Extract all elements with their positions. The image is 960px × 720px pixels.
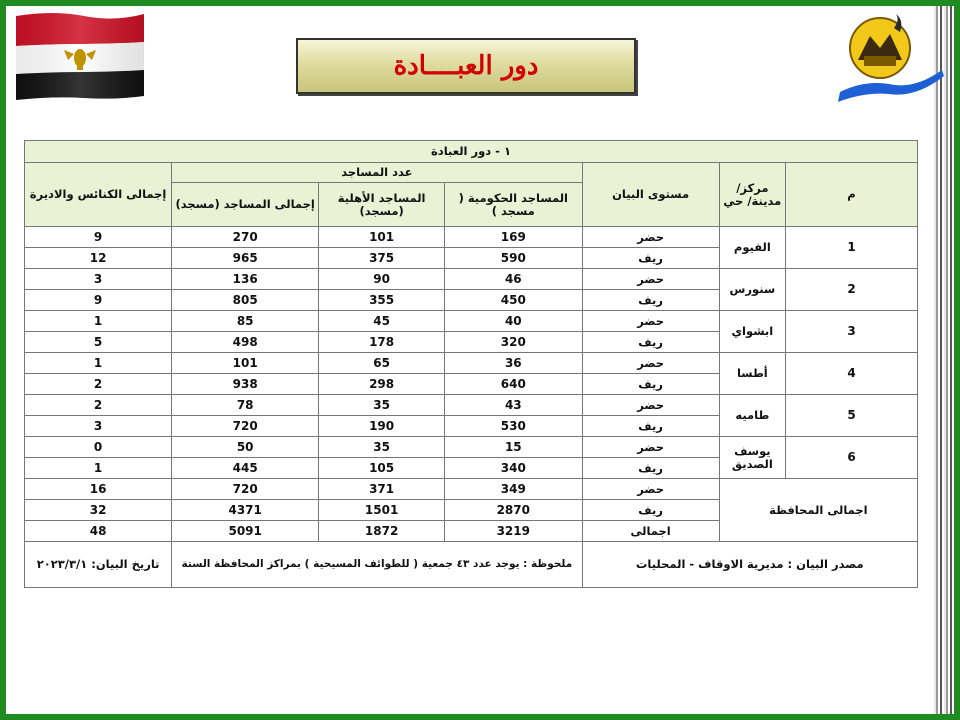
district-name: يوسف الصديق bbox=[719, 437, 785, 479]
gov-mosques-cell: 349 bbox=[445, 479, 582, 500]
level-cell: ريف bbox=[582, 458, 719, 479]
level-cell: حضر bbox=[582, 269, 719, 290]
level-cell: ريف bbox=[582, 332, 719, 353]
header-m: م bbox=[786, 163, 918, 227]
header-total-mosques: إجمالى المساجد (مسجد) bbox=[172, 183, 319, 227]
total-mosques-cell: 445 bbox=[172, 458, 319, 479]
district-number: 3 bbox=[786, 311, 918, 353]
gov-mosques-cell: 530 bbox=[445, 416, 582, 437]
gov-mosques-cell: 3219 bbox=[445, 521, 582, 542]
gov-mosques-cell: 2870 bbox=[445, 500, 582, 521]
gov-mosques-cell: 340 bbox=[445, 458, 582, 479]
civil-mosques-cell: 190 bbox=[319, 416, 445, 437]
page-title: دور العبــــادة bbox=[393, 51, 539, 81]
data-date: تاريخ البيان: ٢٠٢٣/٣/١ bbox=[25, 542, 172, 588]
civil-mosques-cell: 90 bbox=[319, 269, 445, 290]
district-number: 6 bbox=[786, 437, 918, 479]
district-number: 5 bbox=[786, 395, 918, 437]
civil-mosques-cell: 1872 bbox=[319, 521, 445, 542]
churches-cell: 2 bbox=[25, 374, 172, 395]
total-mosques-cell: 965 bbox=[172, 248, 319, 269]
level-cell: ريف bbox=[582, 290, 719, 311]
level-cell: حضر bbox=[582, 395, 719, 416]
total-mosques-cell: 720 bbox=[172, 479, 319, 500]
fayoum-governorate-logo bbox=[834, 10, 946, 105]
gov-mosques-cell: 169 bbox=[445, 227, 582, 248]
gov-mosques-cell: 40 bbox=[445, 311, 582, 332]
civil-mosques-cell: 1501 bbox=[319, 500, 445, 521]
total-mosques-cell: 101 bbox=[172, 353, 319, 374]
total-mosques-cell: 4371 bbox=[172, 500, 319, 521]
district-name: ابشواي bbox=[719, 311, 785, 353]
churches-cell: 2 bbox=[25, 395, 172, 416]
district-number: 4 bbox=[786, 353, 918, 395]
total-mosques-cell: 85 bbox=[172, 311, 319, 332]
data-source: مصدر البيان : مديرية الاوقاف - المحليات bbox=[582, 542, 917, 588]
civil-mosques-cell: 101 bbox=[319, 227, 445, 248]
churches-cell: 32 bbox=[25, 500, 172, 521]
district-number: 2 bbox=[786, 269, 918, 311]
churches-cell: 3 bbox=[25, 269, 172, 290]
district-number: 1 bbox=[786, 227, 918, 269]
civil-mosques-cell: 355 bbox=[319, 290, 445, 311]
level-cell: حضر bbox=[582, 479, 719, 500]
civil-mosques-cell: 375 bbox=[319, 248, 445, 269]
churches-cell: 5 bbox=[25, 332, 172, 353]
civil-mosques-cell: 178 bbox=[319, 332, 445, 353]
header-churches: إجمالى الكنائس والاديرة bbox=[25, 163, 172, 227]
district-name: طاميه bbox=[719, 395, 785, 437]
gov-mosques-cell: 640 bbox=[445, 374, 582, 395]
data-note: ملحوظة : يوجد عدد ٤٣ جمعية ( للطوائف المسيحية ) بمراكز المحافظة الستة bbox=[172, 542, 582, 588]
total-mosques-cell: 270 bbox=[172, 227, 319, 248]
total-mosques-cell: 498 bbox=[172, 332, 319, 353]
header-row-1 bbox=[25, 163, 918, 183]
level-cell: ريف bbox=[582, 374, 719, 395]
civil-mosques-cell: 45 bbox=[319, 311, 445, 332]
level-cell: حضر bbox=[582, 227, 719, 248]
churches-cell: 9 bbox=[25, 227, 172, 248]
churches-cell: 0 bbox=[25, 437, 172, 458]
churches-cell: 48 bbox=[25, 521, 172, 542]
worship-places-table bbox=[24, 140, 918, 588]
table-row bbox=[25, 311, 918, 332]
churches-cell: 9 bbox=[25, 290, 172, 311]
level-cell: ريف bbox=[582, 248, 719, 269]
total-mosques-cell: 50 bbox=[172, 437, 319, 458]
governorate-total-label: اجمالى المحافظة bbox=[719, 479, 917, 542]
district-name: الفيوم bbox=[719, 227, 785, 269]
churches-cell: 12 bbox=[25, 248, 172, 269]
total-mosques-cell: 938 bbox=[172, 374, 319, 395]
total-mosques-cell: 720 bbox=[172, 416, 319, 437]
header-center: مركز/مدينة/ حي bbox=[719, 163, 785, 227]
civil-mosques-cell: 105 bbox=[319, 458, 445, 479]
gov-mosques-cell: 450 bbox=[445, 290, 582, 311]
footer-row bbox=[25, 542, 918, 588]
gov-mosques-cell: 320 bbox=[445, 332, 582, 353]
table-row bbox=[25, 353, 918, 374]
table-row bbox=[25, 227, 918, 248]
table-caption: ١ - دور العبادة bbox=[25, 141, 918, 163]
table-row bbox=[25, 269, 918, 290]
header-level: مستوى البيان bbox=[582, 163, 719, 227]
district-name: سنورس bbox=[719, 269, 785, 311]
egypt-flag-icon bbox=[14, 10, 146, 100]
civil-mosques-cell: 298 bbox=[319, 374, 445, 395]
total-mosques-cell: 5091 bbox=[172, 521, 319, 542]
header-mosques-count: عدد المساجد bbox=[172, 163, 582, 183]
churches-cell: 1 bbox=[25, 353, 172, 374]
civil-mosques-cell: 35 bbox=[319, 395, 445, 416]
gov-mosques-cell: 15 bbox=[445, 437, 582, 458]
civil-mosques-cell: 371 bbox=[319, 479, 445, 500]
churches-cell: 1 bbox=[25, 458, 172, 479]
gov-mosques-cell: 46 bbox=[445, 269, 582, 290]
total-mosques-cell: 78 bbox=[172, 395, 319, 416]
total-mosques-cell: 136 bbox=[172, 269, 319, 290]
gov-mosques-cell: 36 bbox=[445, 353, 582, 374]
churches-cell: 1 bbox=[25, 311, 172, 332]
page-title-box bbox=[296, 38, 636, 94]
level-cell: حضر bbox=[582, 353, 719, 374]
churches-cell: 16 bbox=[25, 479, 172, 500]
caption-row bbox=[25, 141, 918, 163]
civil-mosques-cell: 65 bbox=[319, 353, 445, 374]
district-name: أطسا bbox=[719, 353, 785, 395]
level-cell: اجمالى bbox=[582, 521, 719, 542]
gov-mosques-cell: 590 bbox=[445, 248, 582, 269]
level-cell: ريف bbox=[582, 416, 719, 437]
table-row bbox=[25, 437, 918, 458]
level-cell: حضر bbox=[582, 437, 719, 458]
table-row bbox=[25, 395, 918, 416]
decorative-stripe bbox=[934, 6, 954, 714]
churches-cell: 3 bbox=[25, 416, 172, 437]
level-cell: حضر bbox=[582, 311, 719, 332]
level-cell: ريف bbox=[582, 500, 719, 521]
header-civil-mosques: المساجد الأهلية (مسجد) bbox=[319, 183, 445, 227]
civil-mosques-cell: 35 bbox=[319, 437, 445, 458]
header-gov-mosques: المساجد الحكومية ( مسجد ) bbox=[445, 183, 582, 227]
gov-mosques-cell: 43 bbox=[445, 395, 582, 416]
total-row bbox=[25, 479, 918, 500]
total-mosques-cell: 805 bbox=[172, 290, 319, 311]
